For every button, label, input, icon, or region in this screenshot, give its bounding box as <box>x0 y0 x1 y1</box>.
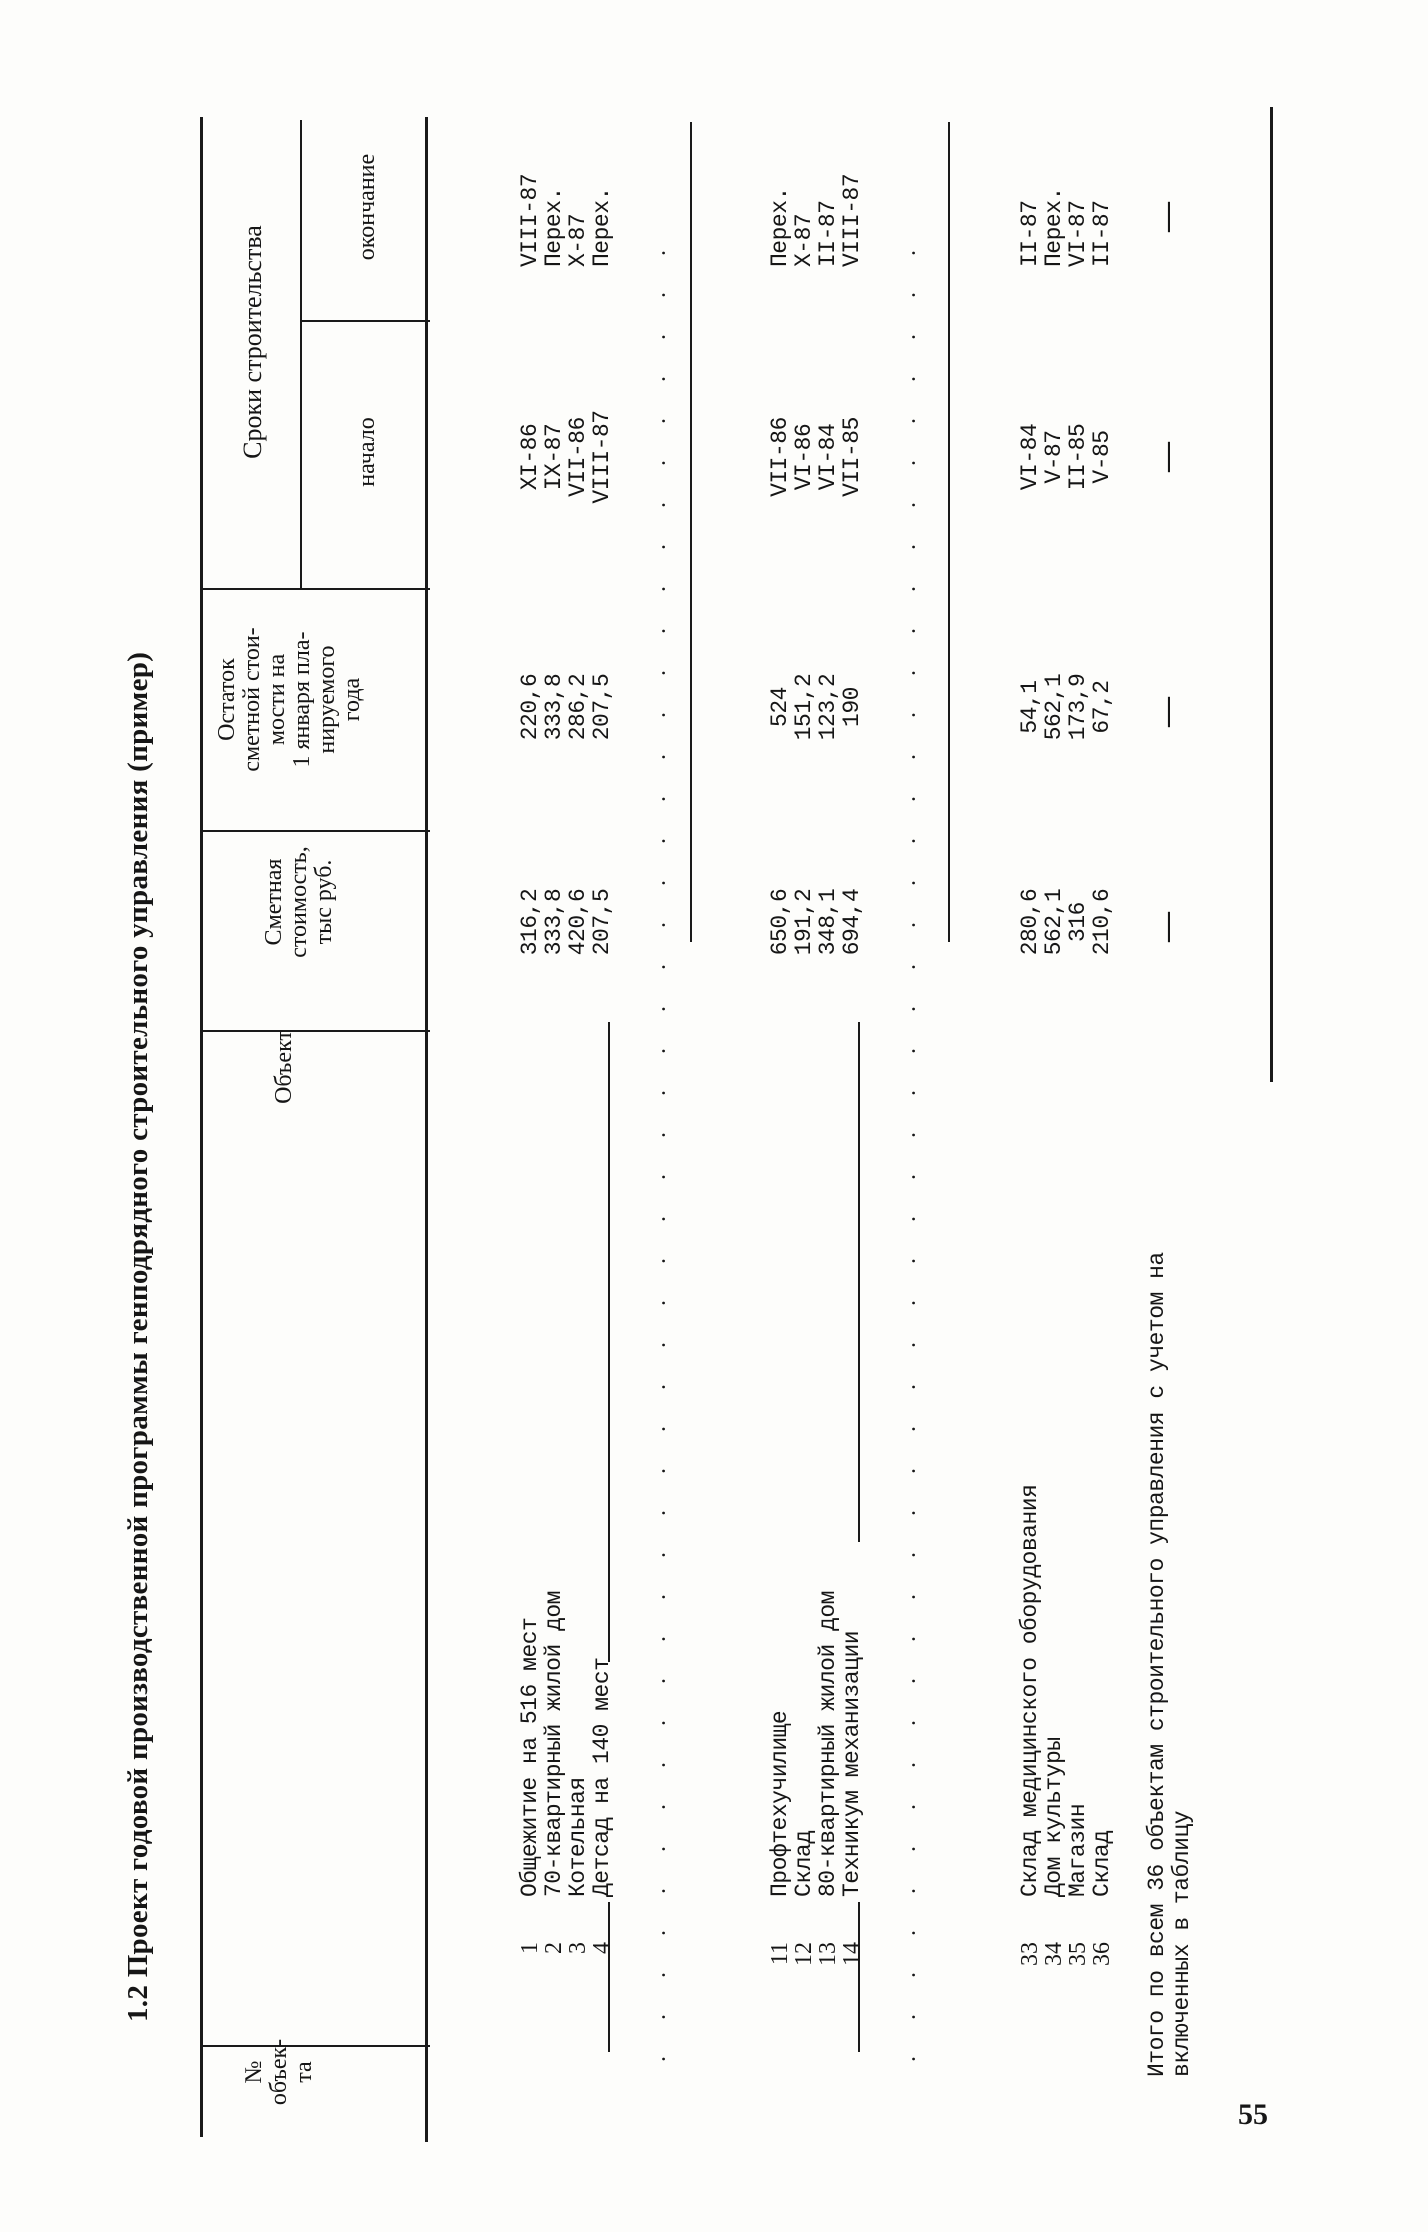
header-end: окончание <box>354 153 380 261</box>
header-remainder: Остаток сметной стои- мости на 1 января пла- нируемого года <box>214 627 365 772</box>
group1-object-rule <box>608 1022 610 1662</box>
group1-ends: VIII-87 Перех. X-87 Перех. <box>517 173 615 267</box>
page-number: 55 <box>1238 2098 1268 2131</box>
header-num: № объек- та <box>241 2038 317 2106</box>
terms-subheader-rule <box>300 120 302 590</box>
group1-remainders: 220,6 333,8 286,2 207,5 <box>517 673 615 741</box>
group1-starts: XI-86 IX-87 VII-86 VIII-87 <box>517 410 615 504</box>
group3-costs: 280,6 562,1 316 210,6 <box>1017 888 1115 956</box>
table-top-rule <box>200 117 203 2137</box>
ellipsis-row-1: . . . . . . . . . . . . . . . . . . . . . . . . . . . . . . . . . . . . . . . . . . . . <box>645 235 671 2062</box>
group2-costs: 650,6 191,2 348,1 694,4 <box>767 888 865 956</box>
group2-starts: VII-86 VI-86 VI-84 VII-85 <box>767 417 865 497</box>
group3-remainders: 54,1 562,1 173,9 67,2 <box>1017 673 1115 741</box>
group1-objects: Общежитие на 516 мест 70-квартирный жилой дом Котельная Детсад на 140 мест <box>517 1591 615 1897</box>
group1-nums: 1 2 3 4 <box>517 1942 615 1954</box>
total-remainder-dash: — <box>1150 697 1183 727</box>
group2-nums: 11 12 13 14 <box>767 1942 865 1966</box>
col-divider-object <box>200 1030 430 1032</box>
ellipsis-row-2: . . . . . . . . . . . . . . . . . . . . . . . . . . . . . . . . . . . . . . . . . . . . <box>895 235 921 2062</box>
group2-ends: Перех. X-87 II-87 VIII-87 <box>767 173 865 267</box>
col-divider-remainder <box>200 588 430 590</box>
header-bottom-rule <box>425 117 428 2142</box>
group2-objects: Профтехучилище Склад 80-квартирный жилой дом Техникум механизации <box>767 1591 865 1897</box>
group3-ends: II-87 Перех. VI-87 II-87 <box>1017 187 1115 267</box>
group3-objects: Склад медицинского оборудования Дом культуры Магазин Склад <box>1017 1484 1115 1897</box>
header-terms: Сроки строительства <box>238 225 267 459</box>
group2-remainders: 524 151,2 123,2 190 <box>767 673 865 741</box>
group2-data-rule <box>948 122 950 942</box>
col-divider-terms <box>300 320 430 322</box>
total-start-dash: — <box>1150 442 1183 472</box>
group1-costs: 316,2 333,8 420,6 207,5 <box>517 888 615 956</box>
group2-object-rule <box>858 1022 860 1542</box>
total-row-text: Итого по всем 36 объектам строительного управления с учетом на включенных в таблицу <box>1144 1252 1195 2077</box>
group1-data-rule <box>690 122 692 942</box>
group3-starts: VI-84 V-87 II-85 V-85 <box>1017 423 1115 491</box>
table-caption: 1.2 Проект годовой производственной программы генподрядного строительного управления (пример) <box>122 651 154 2022</box>
total-cost-dash: — <box>1150 912 1183 942</box>
header-object: Объект <box>271 1030 297 1104</box>
header-start: начало <box>354 417 380 487</box>
header-cost: Сметная стоимость, тыс руб. <box>261 846 337 958</box>
total-end-dash: — <box>1150 202 1183 232</box>
group3-nums: 33 34 35 36 <box>1017 1942 1115 1966</box>
total-section-rule <box>1270 107 1273 1082</box>
